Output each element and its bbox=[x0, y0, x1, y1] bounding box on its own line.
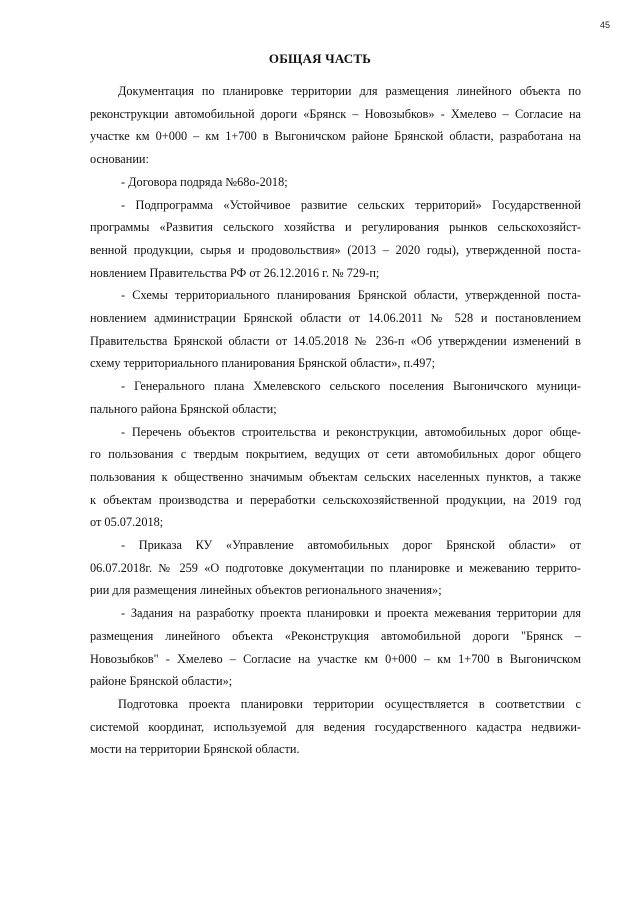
paragraph-general-plan bbox=[90, 375, 581, 420]
document-body bbox=[90, 80, 581, 761]
text-line: - Генерального плана Хмелевского сельского поселения Выгоничского муници- bbox=[121, 379, 581, 394]
text-line: системой координат, используемой для ведения государственного кадастра недвижи- bbox=[90, 719, 581, 734]
paragraph-intro bbox=[90, 80, 581, 171]
text-line: мости на территории Брянской области. bbox=[90, 742, 300, 757]
text-line: пользования к общественно значимым объектам сельских населенных пунктов, а также bbox=[90, 469, 581, 484]
text-line: венной продукции, сырья и продовольствия» (2013 – 2020 годы), утвержденной поста- bbox=[90, 242, 581, 257]
paragraph-territorial-scheme bbox=[90, 284, 581, 375]
text-line: от 05.07.2018; bbox=[90, 515, 164, 530]
text-line: к объектам производства и переработки сельскохозяйственной продукции, на 2019 год bbox=[90, 492, 581, 507]
text-line: - Договора подряда №68о-2018; bbox=[121, 174, 288, 189]
text-line: новлением администрации Брянской области от 14.06.2011 № 528 и постановлением bbox=[90, 311, 581, 326]
text-line: - Подпрограмма «Устойчивое развитие сельских территорий» Государственной bbox=[121, 197, 581, 212]
page-title: ОБЩАЯ ЧАСТЬ bbox=[268, 51, 372, 66]
text-line: основании: bbox=[90, 152, 149, 167]
text-line: - Схемы территориального планирования Брянской области, утвержденной поста- bbox=[121, 288, 581, 303]
text-line: программы «Развития сельского хозяйства и регулирования рынков сельскохозяйст- bbox=[90, 220, 581, 235]
text-line: го пользования с твердым покрытием, ведущих от сети автомобильных дорог общего bbox=[90, 447, 581, 462]
text-line: схему территориального планирования Брянской области», п.497; bbox=[90, 356, 436, 371]
text-line: новлением Правительства РФ от 26.12.2016 г. № 729-п; bbox=[90, 265, 380, 280]
page-number: 45 bbox=[599, 20, 610, 30]
paragraph-assignment bbox=[90, 602, 581, 693]
text-line: Подготовка проекта планировки территории осуществляется в соответствии с bbox=[118, 696, 581, 711]
text-line: Правительства Брянской области от 14.05.2018 № 236-п «Об утверждении изменений в bbox=[90, 333, 581, 348]
text-line: - Задания на разработку проекта планировки и проекта межевания территории для bbox=[121, 606, 581, 621]
text-line: размещения линейного объекта «Реконструкция автомобильной дороги "Брянск – bbox=[90, 628, 581, 643]
text-line: Документация по планировке территории для размещения линейного объекта по bbox=[118, 84, 581, 98]
paragraph-coordinate-system bbox=[90, 693, 581, 761]
text-line: реконструкции автомобильной дороги «Брянск – Новозыбков» - Хмелево – Согласие на bbox=[90, 106, 581, 121]
text-line: - Приказа КУ «Управление автомобильных дорог Брянской области» от bbox=[121, 538, 581, 553]
paragraph-order bbox=[90, 534, 581, 602]
text-line: пального района Брянской области; bbox=[90, 401, 277, 416]
text-line: рии для размещения линейных объектов регионального значения»; bbox=[90, 583, 442, 598]
text-line: районе Брянской области»; bbox=[90, 674, 233, 689]
text-line: Новозыбков" - Хмелево – Согласие на участке км 0+000 – км 1+700 в Выгоничском bbox=[90, 651, 581, 666]
paragraph-objects-list bbox=[90, 421, 581, 535]
text-line: 06.07.2018г. № 259 «О подготовке документации по планировке и межеванию террито- bbox=[90, 560, 581, 575]
paragraph-contract bbox=[90, 171, 581, 194]
paragraph-subprogram bbox=[90, 194, 581, 285]
text-line: участке км 0+000 – км 1+700 в Выгоничском районе Брянской области, разработана на bbox=[90, 129, 581, 144]
text-line: - Перечень объектов строительства и реконструкции, автомобильных дорог обще- bbox=[121, 424, 581, 439]
